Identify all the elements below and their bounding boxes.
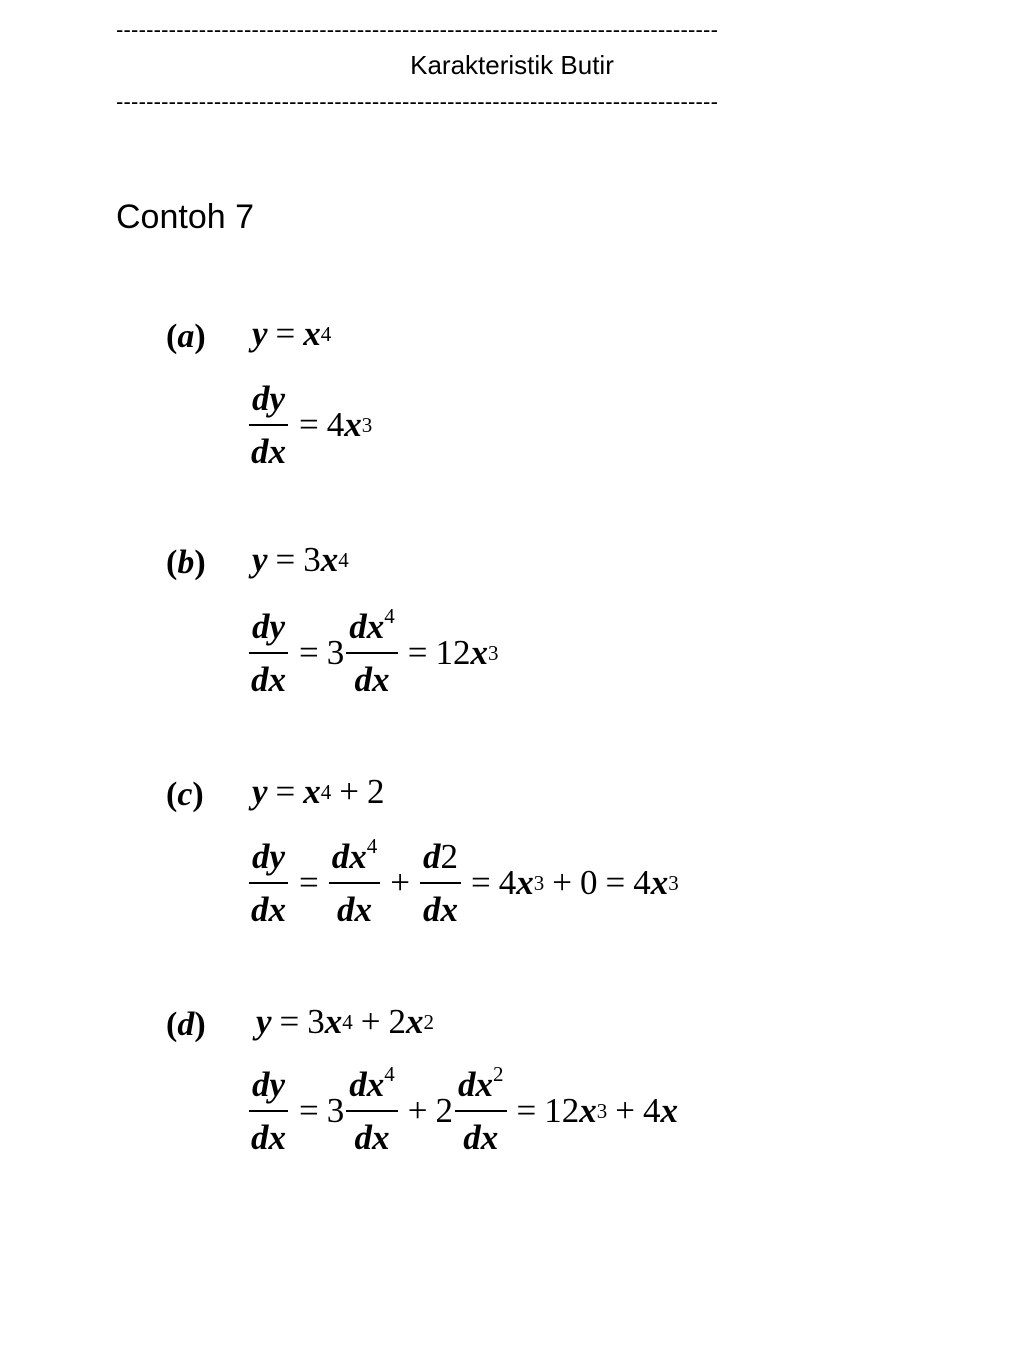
example-label-d: (d) [166, 1006, 206, 1043]
fraction-dy-dx: $\frac{dy}{dx}$ [248, 608, 289, 698]
header-rule-top: -------------------------------------------------------------------------------- [116, 18, 719, 42]
fraction-dx2-dx: $\frac{dx^2}{dx}$ [455, 1066, 507, 1156]
derivative-c: $\frac{dy}{dx}$ = $\frac{dx^4}{dx}$ + $\frac{d2}{dx}$ = 4 x 3 + 0 = 4 x 3 [246, 838, 679, 928]
function-a: y = x 4 [252, 314, 332, 353]
example-label-c: (c) [166, 776, 204, 813]
fraction-dy-dx: $\frac{dy}{dx}$ [248, 1066, 289, 1156]
header-title: Karakteristik Butir [410, 50, 614, 80]
section-title: Contoh 7 [116, 198, 254, 236]
fraction-d2-dx: $\frac{d2}{dx}$ [420, 838, 461, 928]
example-label-b: (b) [166, 544, 206, 581]
fraction-dx4-dx: $\frac{dx^4}{dx}$ [329, 838, 381, 928]
header-rule-bottom: -------------------------------------------------------------------------------- [116, 90, 719, 114]
fraction-dx4-dx: $\frac{dx^4}{dx}$ [346, 608, 398, 698]
derivative-a: $\frac{dy}{dx}$ = 4 x 3 [246, 380, 372, 470]
derivative-d: $\frac{dy}{dx}$ = 3 $\frac{dx^4}{dx}$ + 2 $\frac{dx^2}{dx}$ = 12 x 3 + 4 x [246, 1066, 678, 1156]
example-label-a: (a) [166, 318, 206, 355]
fraction-dx4-dx: $\frac{dx^4}{dx}$ [346, 1066, 398, 1156]
fraction-dy-dx: $\frac{dy}{dx}$ [248, 838, 289, 928]
function-c: y = x 4 + 2 [252, 772, 385, 811]
derivative-b: $\frac{dy}{dx}$ = 3 $\frac{dx^4}{dx}$ = 12 x 3 [246, 608, 499, 698]
fraction-dy-dx: $\frac{dy}{dx}$ [248, 380, 289, 470]
function-d: y = 3 x 4 + 2 x 2 [256, 1002, 435, 1041]
function-b: y = 3 x 4 [252, 540, 349, 579]
